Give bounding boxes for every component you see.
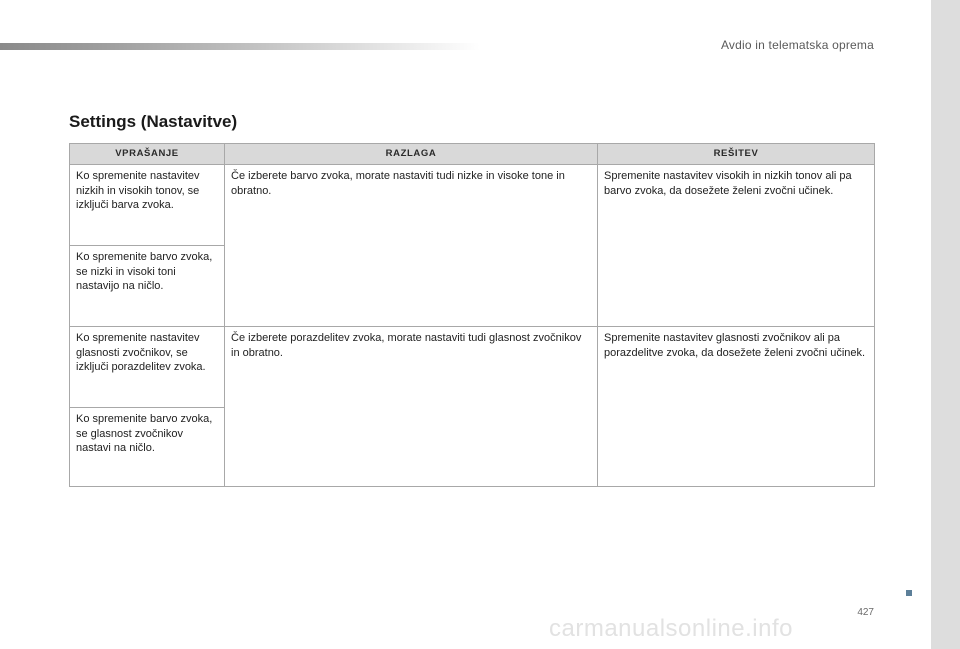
section-title: Avdio in telematska oprema bbox=[720, 38, 874, 52]
question-cell: Ko spremenite nastavitev glasnosti zvočnikov, se izključi porazdelitev zvoka. bbox=[70, 327, 225, 408]
solution-cell: Spremenite nastavitev visokih in nizkih tonov ali pa barvo zvoka, da dosežete želeni zvočni učinek. bbox=[598, 165, 875, 327]
watermark: carmanualsonline.info bbox=[549, 615, 793, 642]
header-gradient-bar bbox=[0, 43, 480, 50]
page-heading: Settings (Nastavitve) bbox=[69, 112, 238, 131]
cause-cell: Če izberete porazdelitev zvoka, morate nastaviti tudi glasnost zvočnikov in obratno. bbox=[225, 327, 598, 487]
column-header-solution: REŠITEV bbox=[598, 144, 875, 165]
table-row bbox=[70, 165, 875, 246]
table-header-row bbox=[70, 144, 875, 165]
table-row bbox=[70, 327, 875, 408]
question-cell: Ko spremenite barvo zvoka, se glasnost zvočnikov nastavi na ničlo. bbox=[70, 408, 225, 487]
solution-cell: Spremenite nastavitev glasnosti zvočnikov ali pa porazdelitve zvoka, da dosežete želeni zvočni učinek. bbox=[598, 327, 875, 487]
question-cell: Ko spremenite nastavitev nizkih in visokih tonov, se izključi barva zvoka. bbox=[70, 165, 225, 246]
question-cell: Ko spremenite barvo zvoka, se nizki in visoki toni nastavijo na ničlo. bbox=[70, 246, 225, 327]
troubleshooting-table bbox=[69, 143, 875, 487]
page-edge-strip bbox=[931, 0, 960, 649]
cause-cell: Če izberete barvo zvoka, morate nastaviti tudi nizke in visoke tone in obratno. bbox=[225, 165, 598, 327]
column-header-cause: RAZLAGA bbox=[225, 144, 598, 165]
page-number: 427 bbox=[857, 607, 874, 618]
page-marker-icon bbox=[906, 590, 912, 596]
column-header-question: VPRAŠANJE bbox=[70, 144, 225, 165]
